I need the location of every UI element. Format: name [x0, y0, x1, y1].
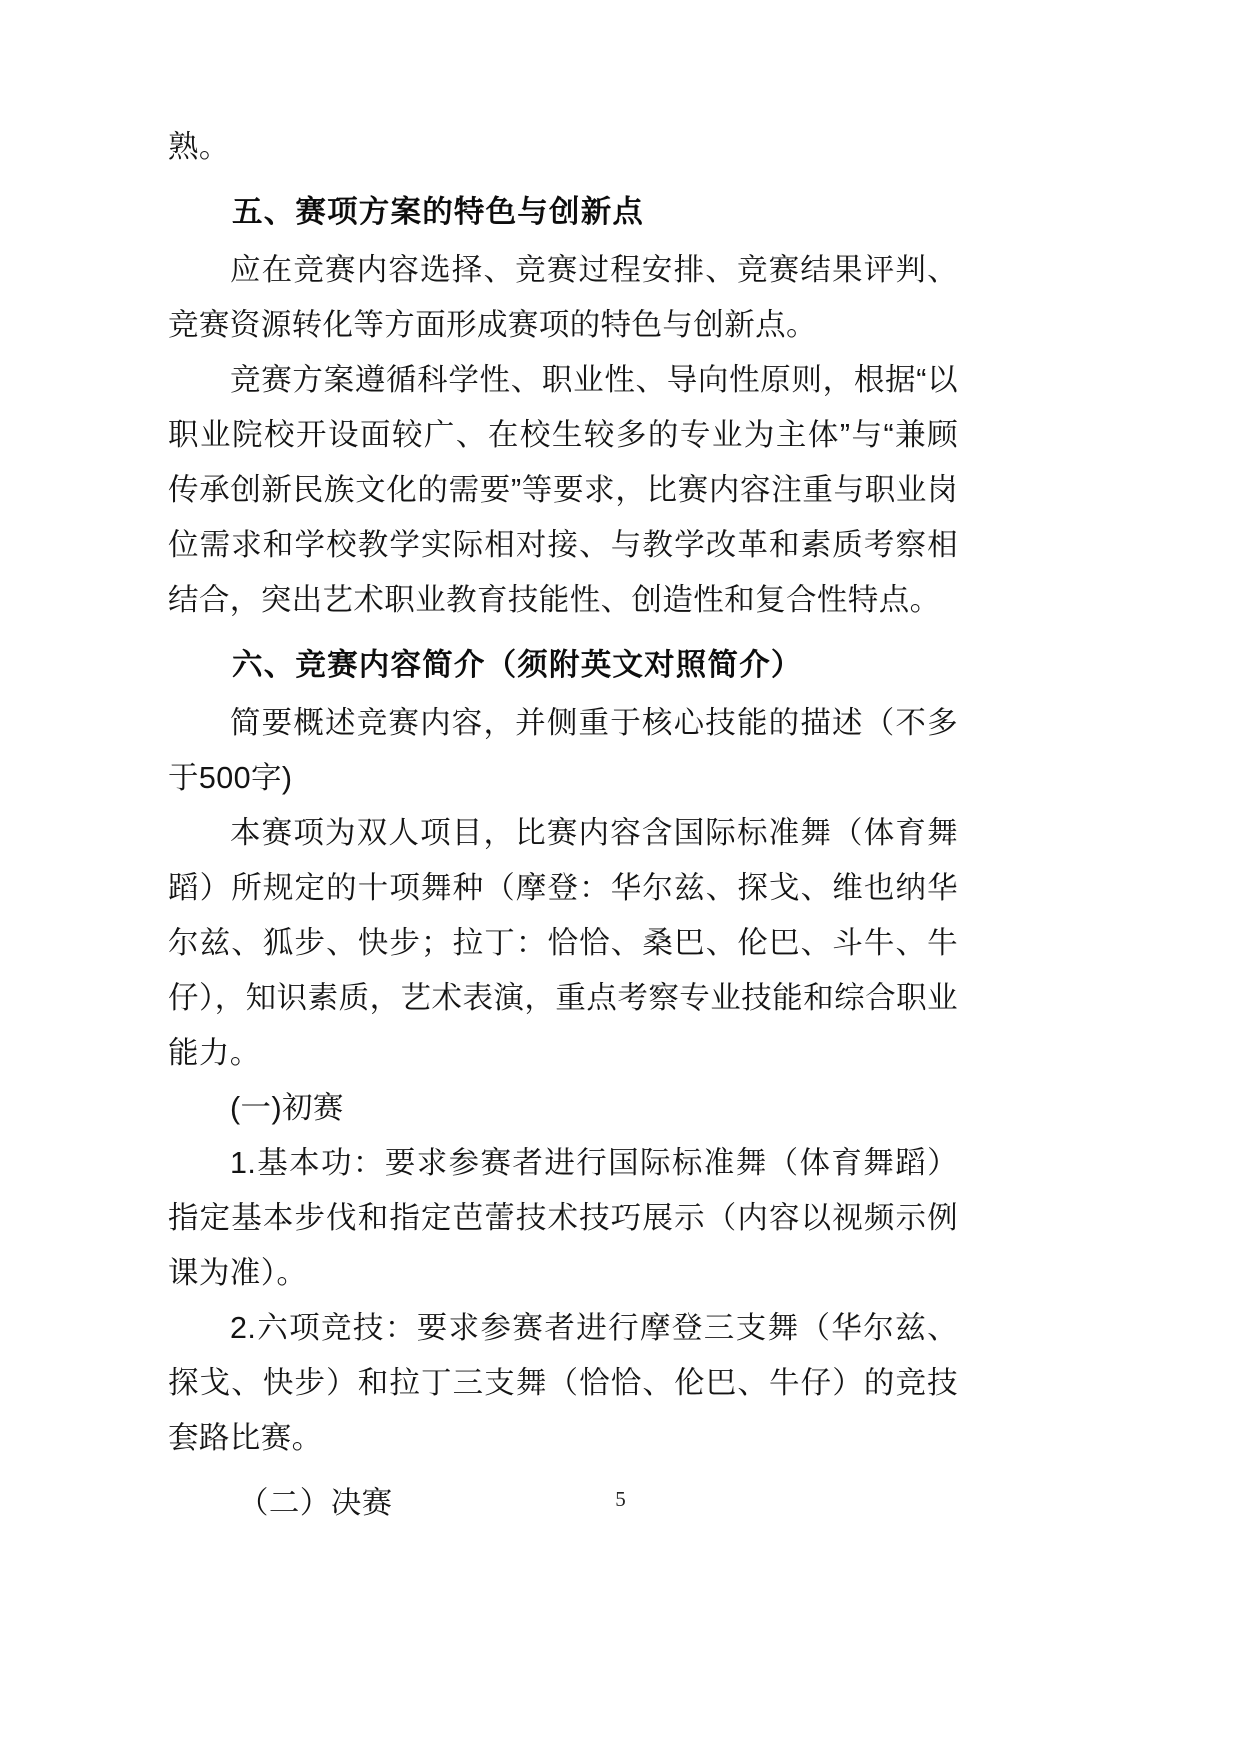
page-number: 5: [615, 1487, 626, 1511]
paragraph-continuation: 熟。: [168, 130, 230, 164]
list-item-six-events: 2.六项竞技：要求参赛者进行摩登三支舞（华尔兹、探戈、快步）和拉丁三支舞（恰恰、伦巴、牛仔）的竞技套路比赛。: [168, 1311, 958, 1455]
paragraph-innovation-scope: 应在竞赛内容选择、竞赛过程安排、竞赛结果评判、竞赛资源转化等方面形成赛项的特色与创新点。: [168, 253, 958, 342]
section-heading-five: 五、赛项方案的特色与创新点: [232, 195, 645, 229]
document-body: [168, 120, 958, 1531]
paragraph-event-overview: 本赛项为双人项目，比赛内容含国际标准舞（体育舞蹈）所规定的十项舞种（摩登：华尔兹、探戈、维也纳华尔兹、狐步、快步；拉丁：恰恰、桑巴、伦巴、斗牛、牛仔），知识素质，艺术表演，重点考察专业技能和综合职业能力。: [168, 816, 958, 1070]
list-item-basic-skills: 1.基本功：要求参赛者进行国际标准舞（体育舞蹈）指定基本步伐和指定芭蕾技术技巧展示（内容以视频示例课为准）。: [168, 1146, 958, 1290]
paragraph-summary-instruction: 简要概述竞赛内容，并侧重于核心技能的描述（不多于500字): [168, 706, 958, 795]
list-item-final: （二）决赛: [238, 1486, 393, 1520]
paragraph-principles: 竞赛方案遵循科学性、职业性、导向性原则，根据“以职业院校开设面较广、在校生较多的专业为主体”与“兼顾传承创新民族文化的需要”等要求，比赛内容注重与职业岗位需求和学校教学实际相对接、与教学改革和素质考察相结合，突出艺术职业教育技能性、创造性和复合性特点。: [168, 363, 958, 617]
list-item-preliminary: (一)初赛: [230, 1091, 344, 1125]
section-heading-six: 六、竞赛内容简介（须附英文对照简介）: [232, 648, 803, 682]
